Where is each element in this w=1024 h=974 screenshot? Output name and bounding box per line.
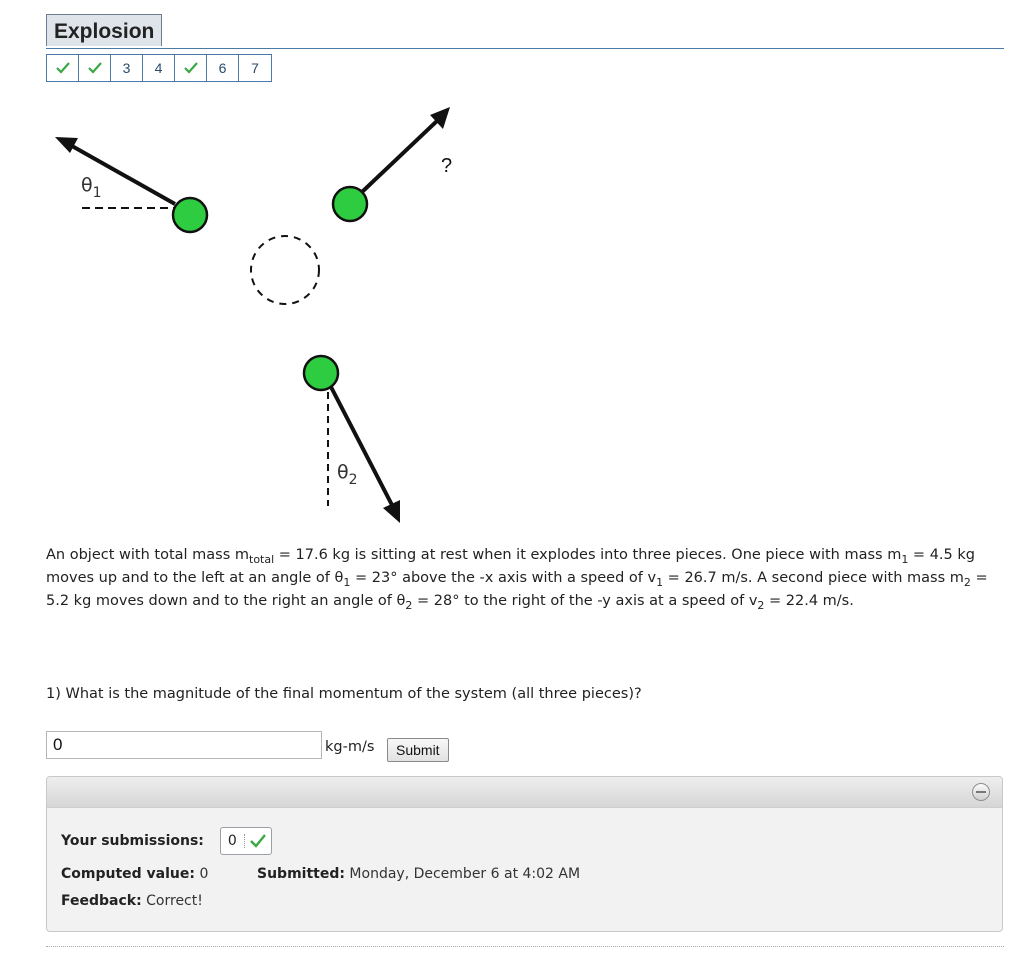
theta2-label: $\theta_2$ <box>337 461 358 488</box>
your-submissions-label: Your submissions: <box>61 833 204 849</box>
tab-3[interactable]: 3 <box>111 55 143 81</box>
piece1-arrowhead <box>55 137 78 153</box>
your-submissions-row <box>61 827 272 855</box>
submission-value: 0 <box>227 833 237 849</box>
chip-separator <box>244 834 245 848</box>
submitted-label: Submitted: <box>257 866 345 882</box>
submissions-panel <box>46 776 1003 932</box>
feedback-row <box>61 893 203 909</box>
submit-button[interactable]: Submit <box>387 738 449 762</box>
units-label: kg-m/s <box>325 739 375 755</box>
problem-statement: An object with total mass $m_{total} = 17.6$ kg is sitting at rest when it explodes into three pieces. One piece with mass $m_1 = 4.5$ kg moves up and to the left at an angle of $\theta_1 = 23^\circ$ above the -x axis with a speed of $v_1 = 26.7$ m/s. A second piece with mass $m_2 = 5.2$ kg moves down and to the right an angle of $\theta_2 = 28^\circ$ to the right of the -y axis at a speed of $v_2 = 22.4$ m/s. <box>46 547 988 612</box>
submissions-panel-header <box>47 777 1002 808</box>
computed-value: 0 <box>199 866 209 882</box>
theta1-label: $\theta_1$ <box>81 174 102 201</box>
feedback-label: Feedback: <box>61 893 142 909</box>
check-icon <box>249 833 267 849</box>
piece3 <box>333 187 367 221</box>
piece2 <box>304 356 338 390</box>
divider <box>46 946 1004 947</box>
piece2-velocity-arrow <box>330 385 392 505</box>
question-text: 1) What is the magnitude of the final momentum of the system (all three pieces)? <box>46 686 642 702</box>
collapse-icon[interactable] <box>972 783 990 801</box>
computed-value-row <box>61 866 208 882</box>
answer-input[interactable] <box>46 731 322 759</box>
submitted-row <box>257 866 580 882</box>
submission-chip[interactable] <box>220 827 272 855</box>
piece1 <box>173 198 207 232</box>
submitted-timestamp: Monday, December 6 at 4:02 AM <box>349 866 581 882</box>
tab-7[interactable]: 7 <box>239 55 271 81</box>
page-title: Explosion <box>46 14 162 46</box>
feedback-value: Correct! <box>146 893 203 909</box>
computed-value-label: Computed value: <box>61 866 195 882</box>
tab-4[interactable]: 4 <box>143 55 175 81</box>
original-object-outline <box>251 236 319 304</box>
piece3-velocity-arrow <box>362 120 438 192</box>
unknown-label: ? <box>441 155 453 177</box>
tab-6[interactable]: 6 <box>207 55 239 81</box>
